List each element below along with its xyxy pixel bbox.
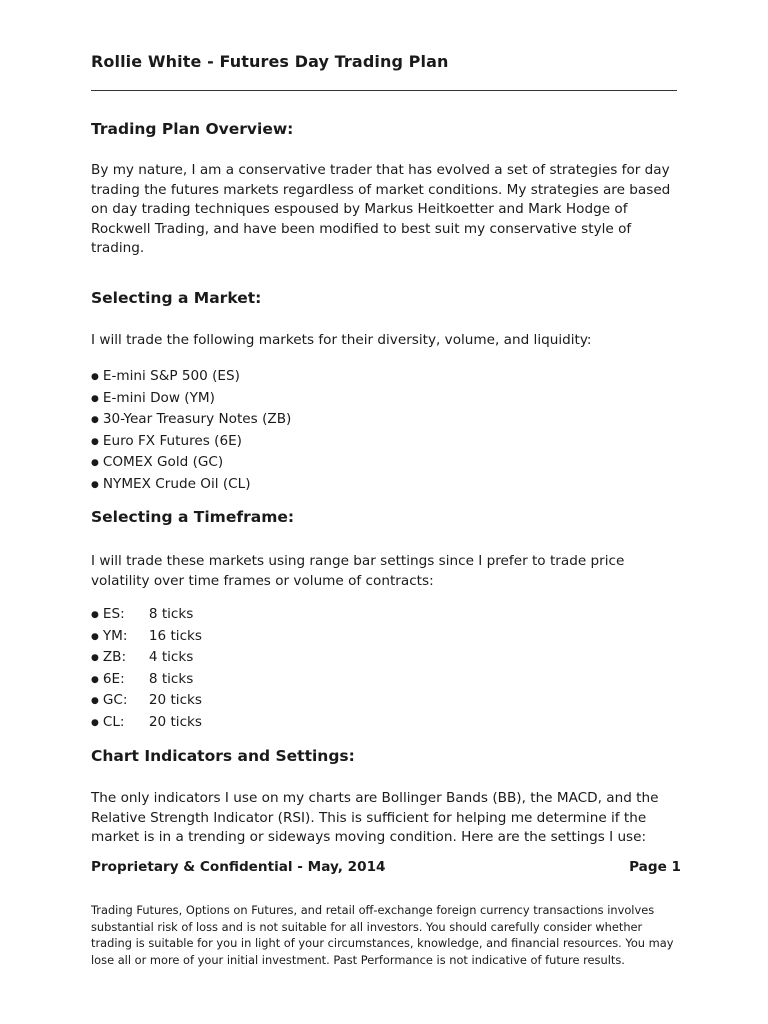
timeframe-list: [91, 605, 202, 735]
tick-setting: 16 ticks: [148, 627, 203, 644]
tick-setting: 8 ticks: [148, 670, 194, 687]
tick-setting: 20 ticks: [148, 713, 203, 730]
market-intro: I will trade the following markets for their diversity, volume, and liquidity:: [91, 332, 592, 348]
indicators-body: The only indicators I use on my charts are Bollinger Bands (BB), the MACD, and the Relative Strength Indicator (RSI). This is sufficient for helping me determine if the market is in a trending or sideways moving condition. Here are the settings I use:: [91, 790, 659, 845]
market-list: [91, 367, 291, 497]
page-number: Page 1: [629, 859, 681, 875]
market-symbol: GC:: [102, 692, 128, 709]
list-item: [91, 605, 202, 627]
risk-disclaimer: Trading Futures, Options on Futures, and retail off-exchange foreign currency transactions involves substantial risk of loss and is not suitable for all investors. You should carefully consider whether trading is suitable for you in light of your circumstances, knowledge, and financial resources. You may lose all or more of your initial investment. Past Performance is not indicative of future results.: [91, 903, 674, 967]
list-item: [91, 648, 202, 670]
indicators-heading: Chart Indicators and Settings:: [91, 747, 355, 765]
list-item: [91, 691, 202, 713]
market-symbol: YM:: [102, 627, 128, 644]
tick-setting: 20 ticks: [148, 692, 203, 709]
overview-heading: Trading Plan Overview:: [91, 120, 294, 138]
footer-confidential: Proprietary & Confidential - May, 2014: [91, 859, 386, 875]
title-divider: [91, 90, 677, 91]
list-item: [91, 670, 202, 692]
market-symbol: ZB:: [102, 649, 127, 666]
list-item: ● E-mini S&P 500 (ES): [91, 367, 291, 389]
market-heading: Selecting a Market:: [91, 289, 262, 307]
market-symbol: CL:: [102, 713, 125, 730]
list-item: ● E-mini Dow (YM): [91, 389, 291, 411]
list-item: ● NYMEX Crude Oil (CL): [91, 475, 291, 497]
tick-setting: 4 ticks: [148, 649, 194, 666]
market-symbol: ES:: [102, 606, 125, 622]
list-item: ● 30-Year Treasury Notes (ZB): [91, 410, 291, 432]
list-item: [91, 713, 202, 735]
list-item: ● COMEX Gold (GC): [91, 453, 291, 475]
list-item: [91, 627, 202, 649]
market-symbol: 6E:: [102, 670, 125, 687]
timeframe-heading: Selecting a Timeframe:: [91, 508, 295, 526]
overview-body: By my nature, I am a conservative trader that has evolved a set of strategies for day trading the futures markets regardless of market conditions. My strategies are based on day trading techniques espoused by Markus Heitkoetter and Mark Hodge of Rockwell Trading, and have been modified to best suit my conservative style of trading.: [91, 162, 671, 256]
list-item: ● Euro FX Futures (6E): [91, 432, 291, 454]
timeframe-intro: I will trade these markets using range bar settings since I prefer to trade price volatility over time frames or volume of contracts:: [91, 553, 625, 589]
document-title: Rollie White - Futures Day Trading Plan: [91, 52, 449, 71]
tick-setting: 8 ticks: [148, 606, 194, 622]
